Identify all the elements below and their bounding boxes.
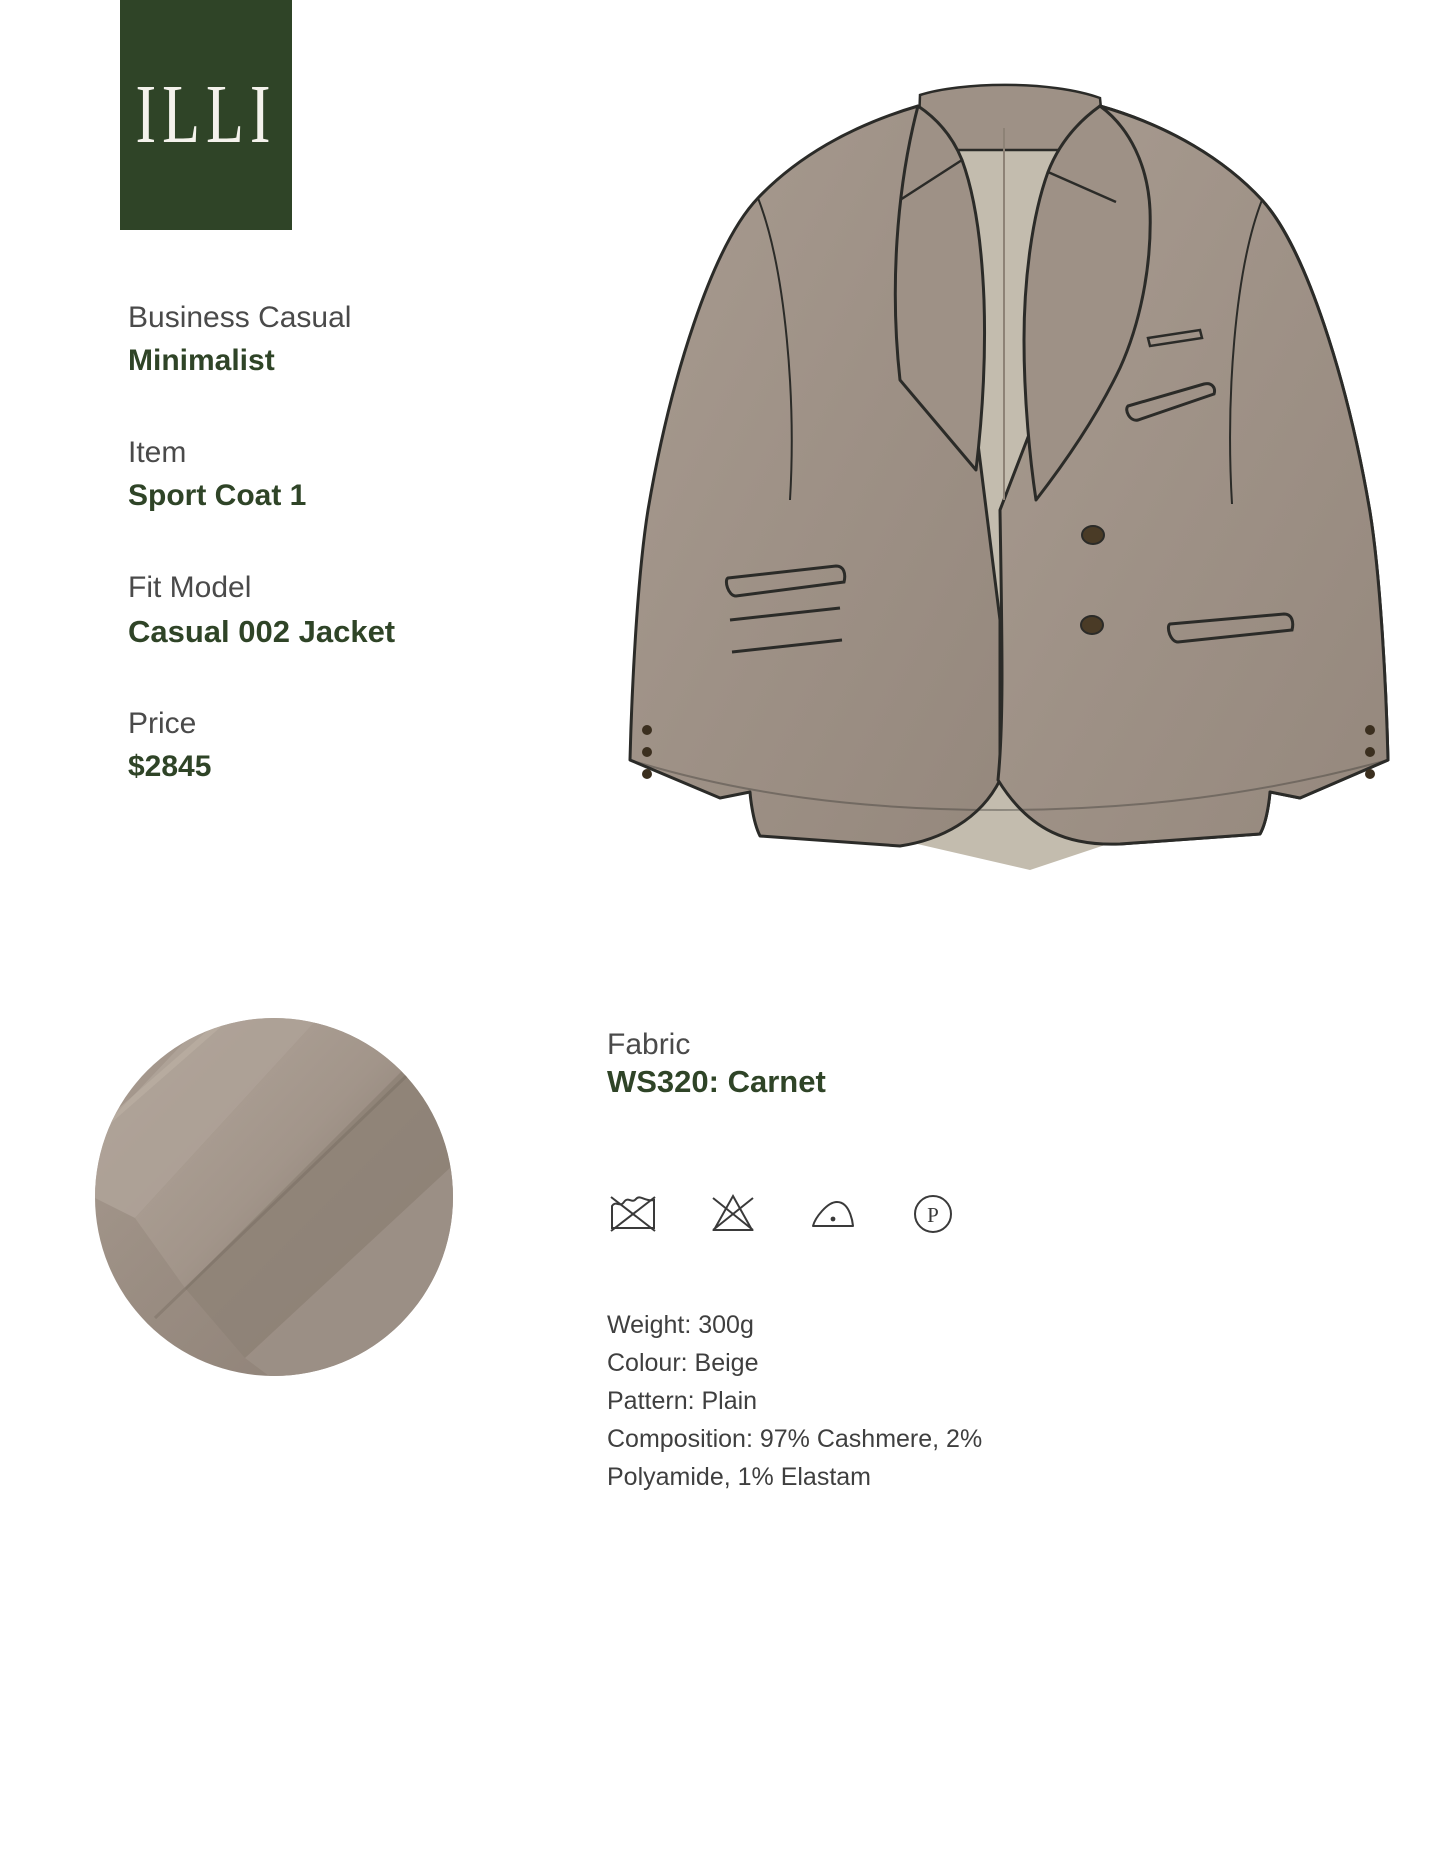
category-value: Minimalist	[128, 343, 275, 377]
svg-text:P: P	[927, 1203, 939, 1227]
price-value: $2845	[128, 749, 212, 783]
item-label: Item	[128, 436, 187, 469]
price-label: Price	[128, 707, 197, 741]
field-item	[128, 433, 548, 516]
fabric-swatch-image	[95, 1018, 453, 1376]
field-fit-model	[128, 568, 548, 652]
product-info-column	[128, 298, 548, 787]
brand-logo-text: ILLI	[135, 69, 277, 161]
do-not-wash-icon	[607, 1188, 659, 1240]
field-price	[128, 704, 548, 787]
iron-low-icon	[807, 1188, 859, 1240]
sport-coat-illustration	[600, 80, 1420, 880]
fabric-info-column	[607, 1028, 1087, 1496]
do-not-bleach-icon	[707, 1188, 759, 1240]
category-label: Business Casual	[128, 301, 352, 334]
field-category	[128, 298, 548, 381]
professional-dry-clean-p-icon	[907, 1188, 959, 1240]
item-value: Sport Coat 1	[128, 478, 307, 512]
fabric-label: Fabric	[607, 1028, 691, 1061]
spec-colour: Colour: Beige	[607, 1349, 759, 1377]
brand-logo-block	[120, 0, 292, 230]
care-symbols-row	[607, 1188, 1087, 1240]
fabric-specs-list	[607, 1306, 1067, 1496]
fit-model-value: Casual 002 Jacket	[128, 613, 396, 649]
spec-weight: Weight: 300g	[607, 1311, 754, 1339]
spec-composition: Composition: 97% Cashmere, 2% Polyamide, 1% Elastam	[607, 1425, 990, 1491]
fabric-value: WS320: Carnet	[607, 1064, 826, 1099]
spec-pattern: Pattern: Plain	[607, 1387, 758, 1415]
fit-model-label: Fit Model	[128, 571, 252, 604]
